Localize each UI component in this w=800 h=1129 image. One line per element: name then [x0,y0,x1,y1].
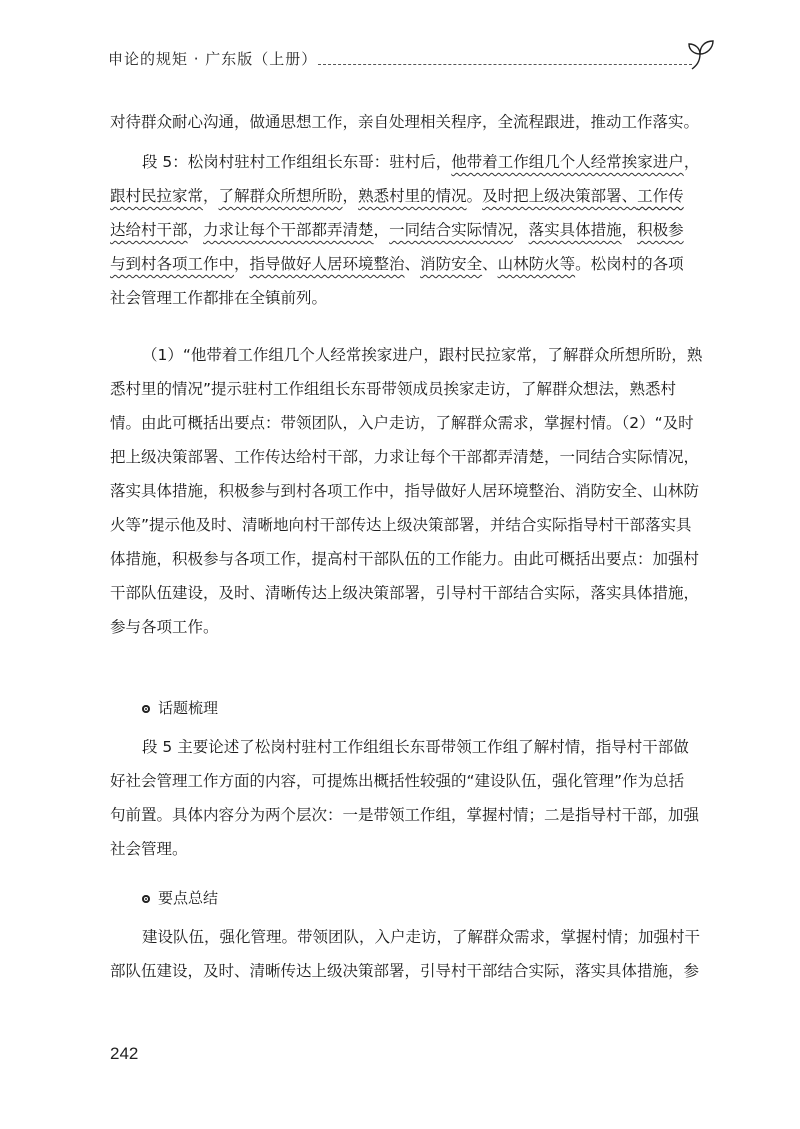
text-line: 段 5 主要论述了松岗村驻村工作组组长东哥带领工作组了解村情，指导村干部做 [142,738,689,756]
text-line: 跟村民拉家常，了解群众所想所盼，熟悉村里的情况。及时把上级决策部署、工作传 [110,187,684,205]
sprout-icon [686,36,716,70]
text-line: 段 5：松岗村驻村工作组组长东哥：驻村后，他带着工作组几个人经常挨家进户， [142,153,700,171]
text-line: 把上级决策部署、工作传达给村干部，力求让每个干部都弄清楚，一同结合实际情况， [110,448,700,466]
text-line: 落实具体措施，积极参与到村各项工作中，指导做好人居环境整治、消防安全、山林防 [110,482,700,500]
text-line: 与到村各项工作中，指导做好人居环境整治、消防安全、山林防火等。松岗村的各项 [110,255,684,273]
text-line: 建设队伍，强化管理。带领团队，入户走访，了解群众需求，掌握村情；加强村干 [142,928,701,946]
section-heading-label: 话题梳理 [158,699,219,717]
bullet-icon [142,705,150,713]
bullet-icon [142,895,150,903]
section-heading-label: 要点总结 [158,889,219,907]
text-line: 部队伍建设，及时、清晰传达上级决策部署，引导村干部结合实际，落实具体措施，参 [110,962,700,980]
text-line: 社会管理工作都排在全镇前列。 [110,289,328,307]
key-points-paragraph [110,920,710,988]
book-title: 申论的规矩 · 广东版（上册） [108,50,318,68]
text-line: 达给村干部，力求让每个干部都弄清楚，一同结合实际情况，落实具体措施，积极参 [110,221,684,239]
text-line: 参与各项工作。 [110,618,219,636]
text-line: 好社会管理工作方面的内容，可提炼出概括性较强的“建设队伍，强化管理”作为总括 [110,772,685,790]
analysis-paragraph [110,338,710,644]
header-dashed-rule [318,64,692,65]
text-line: 情。由此可概括出要点：带领团队，入户走访，了解群众需求，掌握村情。（2）“及时 [110,414,694,432]
section-heading-key-points [142,887,218,908]
section-heading-topic-sorting [142,697,218,718]
text-line: （1）“他带着工作组几个人经常挨家进户，跟村民拉家常，了解群众所想所盼，熟 [142,346,703,364]
paragraph-continuation [110,105,710,139]
page-number: 242 [110,1044,139,1063]
source-passage [110,145,710,315]
text-line: 干部队伍建设，及时、清晰传达上级决策部署，引导村干部结合实际，落实具体措施， [110,584,700,602]
text-line: 对待群众耐心沟通，做通思想工作，亲自处理相关程序，全流程跟进，推动工作落实。 [110,113,700,131]
topic-sorting-paragraph [110,730,710,866]
text-line: 火等”提示他及时、清晰地向村干部传达上级决策部署，并结合实际指导村干部落实具 [110,516,692,534]
text-line: 句前置。具体内容分为两个层次：一是带领工作组，掌握村情；二是指导村干部，加强 [110,806,700,824]
running-header [108,36,708,76]
text-line: 悉村里的情况”提示驻村工作组组长东哥带领成员挨家走访，了解群众想法，熟悉村 [110,380,677,398]
text-line: 社会管理。 [110,840,188,858]
text-line: 体措施，积极参与各项工作，提高村干部队伍的工作能力。由此可概括出要点：加强村 [110,550,700,568]
